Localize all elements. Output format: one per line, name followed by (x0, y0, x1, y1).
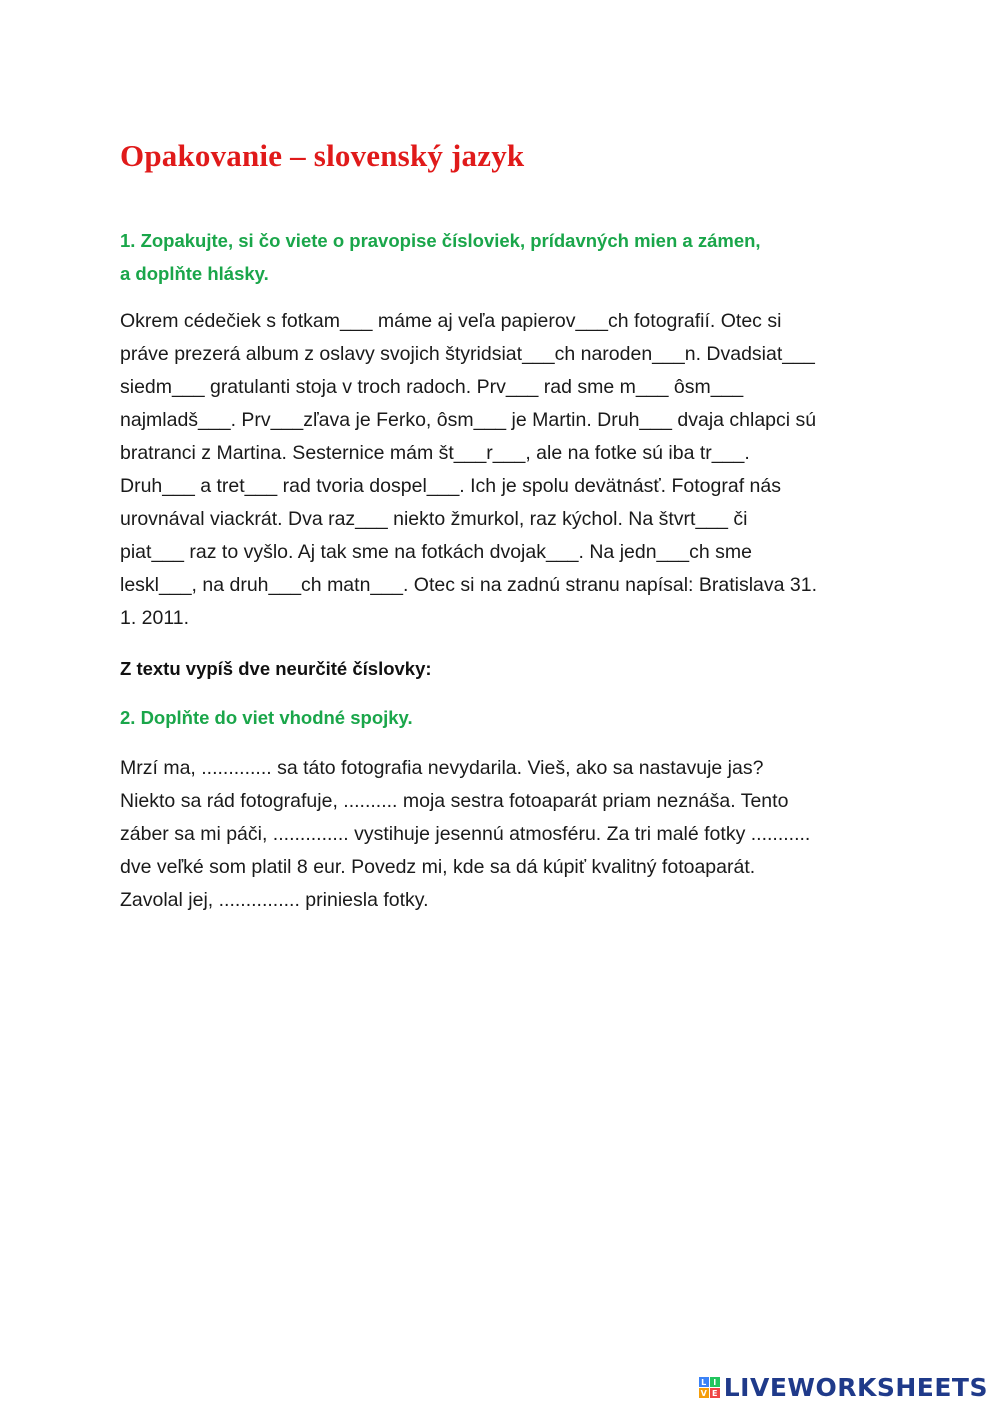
task1-text-line: najmladš___. Prv___zľava je Ferko, ôsm___ je Martin. Druh___ dvaja chlapci sú (120, 409, 817, 431)
task1-question: Z textu vypíš dve neurčité číslovky: (120, 658, 432, 679)
logo-mark-cell: E (710, 1388, 720, 1398)
task2-text-line: Niekto sa rád fotografuje, .......... moja sestra fotoaparát priam neznáša. Tento (120, 790, 789, 812)
task1-heading-line: a doplňte hlásky. (120, 263, 269, 284)
task2-text-line: Mrzí ma, ............. sa táto fotografia nevydarila. Vieš, ako sa nastavuje jas? (120, 757, 764, 779)
task1-heading-line: 1. Zopakujte, si čo viete o pravopise čísloviek, prídavných mien a zámen, (120, 230, 761, 251)
task1-text-line: bratranci z Martina. Sesternice mám št___r___, ale na fotke sú iba tr___. (120, 442, 750, 464)
task1-text-line: Druh___ a tret___ rad tvoria dospel___. Ich je spolu devätnásť. Fotograf nás (120, 475, 781, 497)
task2-text-line: dve veľké som platil 8 eur. Povedz mi, kde sa dá kúpiť kvalitný fotoaparát. (120, 856, 756, 878)
liveworksheets-logo-icon (699, 1377, 720, 1398)
logo-mark-cell: V (700, 1388, 707, 1398)
task2-text-line: Zavolal jej, ............... priniesla fotky. (120, 889, 429, 911)
task1-text-line: piat___ raz to vyšlo. Aj tak sme na fotkách dvojak___. Na jedn___ch sme (120, 541, 752, 563)
task1-text-line: 1. 2011. (120, 607, 190, 629)
task2-text (120, 752, 810, 917)
task1-text-line: práve prezerá album z oslavy svojich štyridsiat___ch naroden___n. Dvadsiat___ (120, 343, 815, 365)
task2-heading-line: 2. Doplňte do viet vhodné spojky. (120, 707, 413, 728)
task2-text-line: záber sa mi páči, .............. vystihuje jesennú atmosféru. Za tri malé fotky ........... (120, 823, 811, 845)
task1-text-line: urovnával viackrát. Dva raz___ niekto žmurkol, raz kýchol. Na štvrt___ či (120, 508, 748, 530)
task1-heading (120, 224, 761, 290)
liveworksheets-logo-text: LIVEWORKSHEETS (723, 1373, 988, 1402)
logo-mark-cell: L (699, 1377, 709, 1387)
task2-heading (120, 701, 413, 734)
page-title: Opakovanie – slovenský jazyk (120, 138, 525, 173)
task1-text-line: siedm___ gratulanti stoja v troch radoch. Prv___ rad sme m___ ôsm___ (120, 376, 744, 398)
task1-text (120, 305, 817, 635)
task1-text-line: Okrem cédečiek s fotkam___ máme aj veľa papierov___ch fotografií. Otec si (120, 310, 782, 332)
logo-mark-cell: I (710, 1377, 720, 1387)
task1-text-line: leskl___, na druh___ch matn___. Otec si na zadnú stranu napísal: Bratislava 31. (120, 574, 818, 596)
liveworksheets-logo[interactable] (699, 1373, 988, 1402)
